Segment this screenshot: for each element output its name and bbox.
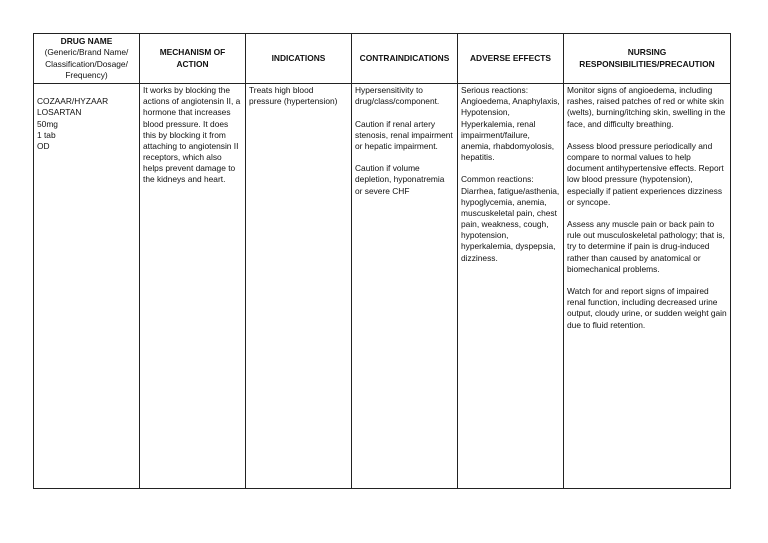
header-drug-name-subtitle: (Generic/Brand Name/ Classification/Dosage/ Frequency) xyxy=(44,47,129,80)
adverse-effects-cell xyxy=(458,84,564,489)
header-nursing-label: NURSING RESPONSIBILITIES/PRECAUTION xyxy=(579,47,715,69)
adverse-effects-text: Serious reactions: Angioedema, Anaphylaxis, Hypotension, Hyperkalemia, renal impairment/failure, anemia, rhabdomyolosis, hepatitis. Common reactions: Diarrhea, fatigue/asthenia, hypoglycemia, anemia, muscuskeletal pain, chest pain, weakness, cough, hypotension, hyperkalemia, dyspepsia, dizziness. xyxy=(461,85,560,263)
nursing-cell xyxy=(564,84,731,489)
drug-name-cell xyxy=(34,84,140,489)
header-mechanism-label: MECHANISM OF ACTION xyxy=(159,47,226,69)
header-mechanism xyxy=(140,34,246,84)
drug-name-text: COZAAR/HYZAAR LOSARTAN 50mg 1 tab OD xyxy=(37,96,109,151)
header-adverse-effects xyxy=(458,34,564,84)
indications-text: Treats high blood pressure (hypertension) xyxy=(249,85,338,107)
header-indications-label: INDICATIONS xyxy=(271,52,326,63)
header-adverse-effects-label: ADVERSE EFFECTS xyxy=(470,52,551,63)
contraindications-cell xyxy=(352,84,458,489)
mechanism-cell xyxy=(140,84,246,489)
table-row xyxy=(34,84,731,489)
header-nursing xyxy=(564,34,731,84)
header-indications xyxy=(246,34,352,84)
header-row xyxy=(34,34,731,84)
indications-cell xyxy=(246,84,352,489)
header-contraindications-label: CONTRAINDICATIONS xyxy=(359,52,450,63)
header-drug-name xyxy=(34,34,140,84)
nursing-text: Monitor signs of angioedema, including rashes, raised patches of red or white skin (welts), burning/itching skin, swelling in the face, and difficulty breathing. Assess blood pressure periodically and compare to normal values to help document antihypertensive effects. Report low blood pressure (hypotension), especially if patient experiences dizziness or syncope. Assess any muscle pain or back pain to rule out musculoskeletal pathology; that is, try to determine if pain is drug-induced rather than caused by anatomical or biomechanical problems. Watch for and report signs of impaired renal function, including decreased urine output, cloudy urine, or sudden weight gain due to fluid retention. xyxy=(567,85,727,330)
contraindications-text: Hypersensitivity to drug/class/component. Caution if renal artery stenosis, renal impairment or hepatic impairment. Caution if volume depletion, hyponatremia or severe CHF xyxy=(355,85,453,196)
header-drug-name-title: DRUG NAME xyxy=(60,36,113,47)
header-contraindications xyxy=(352,34,458,84)
mechanism-text: It works by blocking the actions of angiotensin II, a hormone that increases blood pressure. It does this by blocking it from attaching to angiotensin II receptors, which also helps prevent damage to the kidneys and heart. xyxy=(143,85,243,185)
drug-study-table xyxy=(33,33,731,489)
